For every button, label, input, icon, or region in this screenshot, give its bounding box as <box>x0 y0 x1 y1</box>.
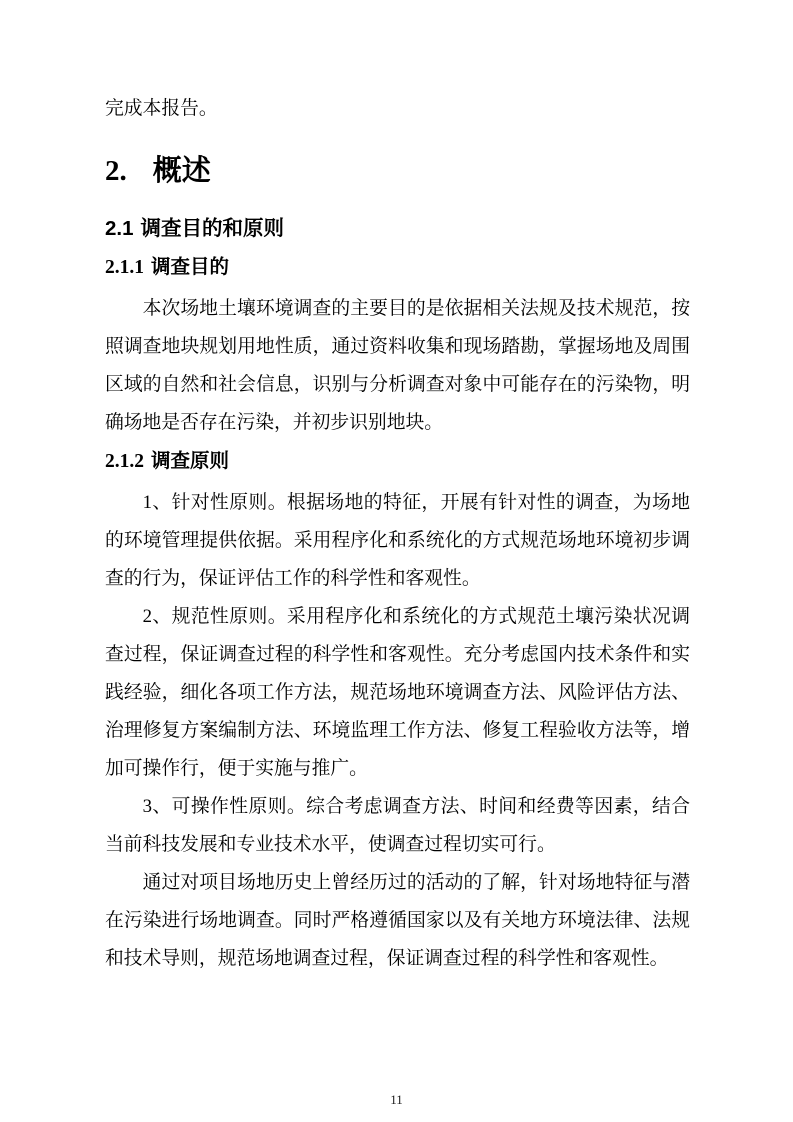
subsection-principles-number: 2.1.2 <box>105 451 144 472</box>
subsection-heading-purpose <box>105 248 690 287</box>
page-footer <box>0 1093 793 1107</box>
purpose-paragraph: 本次场地土壤环境调查的主要目的是依据相关法规及技术规范，按照调查地块规划用地性质，通过资料收集和现场踏勘，掌握场地及周围区域的自然和社会信息，识别与分析调查对象中可能存在的污染物，明确场地是否存在污染，并初步识别地块。 <box>105 298 690 433</box>
section-number: 2.1 <box>105 217 134 240</box>
page-number: 11 <box>390 1092 403 1107</box>
principle-paragraph-operability: 3、可操作性原则。综合考虑调查方法、时间和经费等因素，结合当前科技发展和专业技术水平，使调查过程切实可行。 <box>105 796 690 855</box>
subsection-heading-principles <box>105 442 690 481</box>
continuation-paragraph: 完成本报告。 <box>105 98 218 119</box>
chapter-title: 概述 <box>152 155 211 187</box>
principle-paragraph-summary: 通过对项目场地历史上曾经历过的活动的了解，针对场地特征与潜在污染进行场地调查。同时严格遵循国家以及有关地方环境法律、法规和技术导则，规范场地调查过程，保证调查过程的科学性和客观性。 <box>105 872 690 969</box>
principle-paragraph-targeting: 1、针对性原则。根据场地的特征，开展有针对性的调查，为场地的环境管理提供依据。采用程序化和系统化的方式规范场地环境初步调查的行为，保证评估工作的科学性和客观性。 <box>105 492 690 589</box>
page-content <box>105 0 690 978</box>
section-heading <box>105 210 690 248</box>
section-title: 调查目的和原则 <box>140 217 284 240</box>
subsection-principles-title: 调查原则 <box>151 450 230 472</box>
chapter-heading <box>105 152 690 190</box>
subsection-purpose-number: 2.1.1 <box>105 257 144 278</box>
chapter-number: 2. <box>105 155 127 187</box>
subsection-purpose-title: 调查目的 <box>151 256 230 278</box>
principle-paragraph-standardization: 2、规范性原则。采用程序化和系统化的方式规范土壤污染状况调查过程，保证调查过程的科学性和客观性。充分考虑国内技术条件和实践经验，细化各项工作方法，规范场地环境调查方法、风险评估方法、治理修复方案编制方法、环境监理工作方法、修复工程验收方法等，增加可操作行，便于实施与推广。 <box>105 606 690 779</box>
